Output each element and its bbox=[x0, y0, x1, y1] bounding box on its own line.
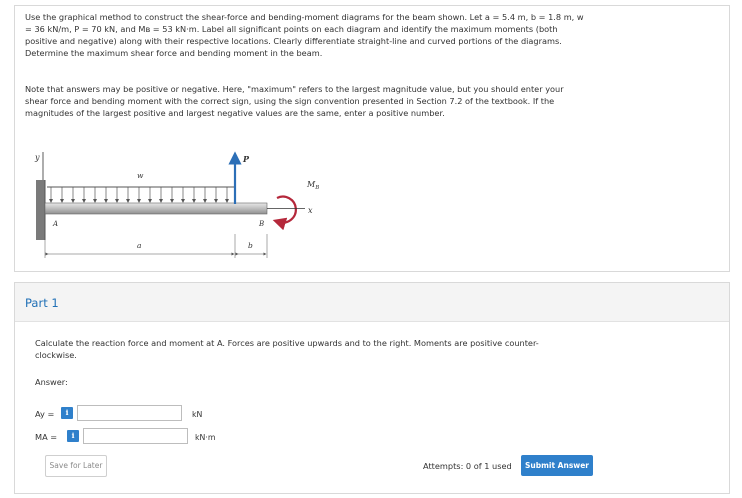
attempts-text: Attempts: 0 of 1 used bbox=[423, 461, 512, 471]
point-b-label: B bbox=[259, 220, 265, 228]
submit-answer-button[interactable]: Submit Answer bbox=[521, 455, 593, 476]
question-text-line: Calculate the reaction force and moment at A. Forces are positive upwards and to the right. Moments are positive counter- bbox=[35, 338, 539, 348]
problem-text-line: Use the graphical method to construct the shear-force and bending-moment diagrams for the beam shown. Let a = 5.4 m, b = 1.8 m, w bbox=[25, 12, 584, 22]
beam-figure bbox=[29, 142, 349, 266]
x-axis-label: x bbox=[308, 206, 313, 215]
point-a-label: A bbox=[53, 220, 59, 228]
moment-mb-arrow bbox=[277, 197, 296, 223]
ma-unit: kN·m bbox=[195, 433, 216, 442]
fixed-wall bbox=[36, 180, 45, 240]
problem-text-line: positive and negative) along with their respective locations. Clearly differentiate straight-line and curved portions of the diagrams. bbox=[25, 36, 562, 46]
note-text-line: Note that answers may be positive or negative. Here, "maximum" refers to the largest magnitude value, but you should enter your bbox=[25, 84, 564, 94]
ma-label: MA = bbox=[35, 432, 58, 442]
info-icon[interactable]: i bbox=[67, 430, 79, 442]
ma-input[interactable] bbox=[83, 428, 188, 444]
problem-text-line: Determine the maximum shear force and bending moment in the beam. bbox=[25, 48, 323, 58]
part-header bbox=[15, 283, 729, 322]
dim-a-label: a bbox=[137, 241, 142, 250]
beam bbox=[45, 203, 267, 214]
ay-label: Ay = bbox=[35, 409, 55, 419]
w-label: w bbox=[137, 171, 144, 180]
dim-b-label: b bbox=[248, 241, 253, 250]
mb-label: $M_B$ bbox=[307, 180, 320, 191]
info-icon[interactable]: i bbox=[61, 407, 73, 419]
note-text-line: magnitudes of the largest positive and largest negative values are the same, enter a positive number. bbox=[25, 108, 445, 118]
problem-card bbox=[14, 5, 730, 272]
answer-label: Answer: bbox=[35, 377, 68, 387]
ay-unit: kN bbox=[192, 410, 203, 419]
part-card bbox=[14, 282, 730, 494]
p-label: P bbox=[243, 154, 250, 164]
save-for-later-button[interactable]: Save for Later bbox=[45, 455, 107, 477]
y-axis-label: y bbox=[35, 153, 40, 162]
part-title: Part 1 bbox=[25, 296, 59, 310]
problem-text-line: = 36 kN/m, P = 70 kN, and Mʙ = 53 kN·m. Label all significant points on each diagram and identify the maximum moments (both bbox=[25, 24, 558, 34]
ay-input[interactable] bbox=[77, 405, 182, 421]
question-text-line: clockwise. bbox=[35, 350, 77, 360]
note-text-line: shear force and bending moment with the correct sign, using the sign convention presented in Section 7.2 of the textbook. If the bbox=[25, 96, 555, 106]
